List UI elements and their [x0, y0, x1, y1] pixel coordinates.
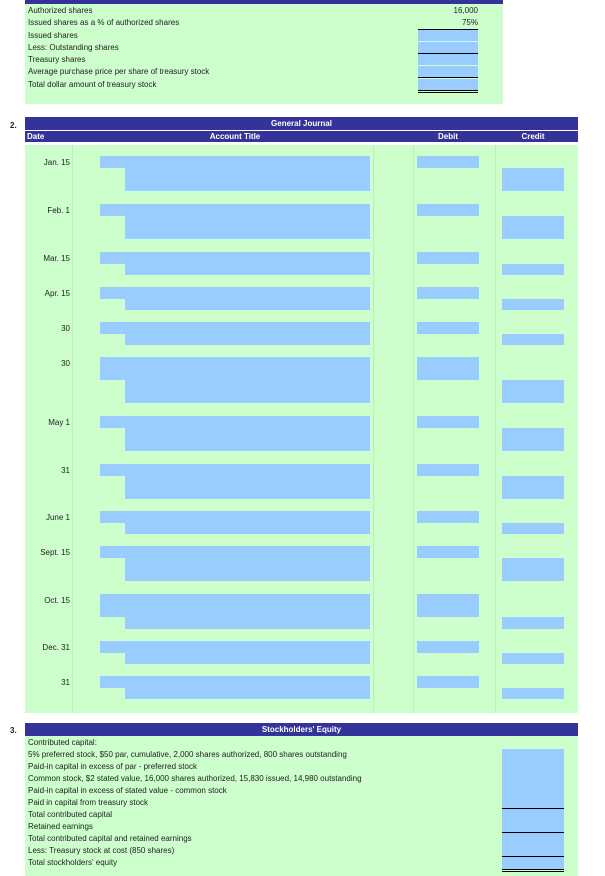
account-input[interactable] — [100, 546, 370, 558]
equity-row-label: Paid-in capital in excess of par - preferred stock — [28, 762, 197, 771]
header-credit: Credit — [521, 132, 545, 141]
s1-rule-3 — [418, 77, 478, 78]
debit-input[interactable] — [417, 204, 479, 216]
debit-input[interactable] — [417, 606, 479, 617]
account-input[interactable] — [125, 476, 370, 487]
account-input[interactable] — [125, 653, 370, 664]
debit-input[interactable] — [417, 369, 479, 380]
equity-row-label: Total contributed capital and retained earnings — [28, 834, 192, 843]
s1-label-5: Average purchase price per share of treasury stock — [28, 67, 210, 76]
equity-rule — [502, 869, 564, 870]
entry-date: Mar. 15 — [43, 254, 70, 263]
s1-input-avg-price[interactable] — [418, 66, 478, 77]
equity-amount-input[interactable] — [502, 833, 564, 845]
account-input[interactable] — [100, 156, 370, 168]
s1-input-outstanding[interactable] — [418, 42, 478, 53]
credit-input[interactable] — [502, 558, 564, 569]
s1-rule-2 — [418, 53, 478, 54]
equity-row-label: Paid in capital from treasury stock — [28, 798, 149, 807]
entry-date: Apr. 15 — [44, 289, 70, 298]
equity-title — [25, 723, 578, 736]
s1-rule-5 — [418, 92, 478, 93]
equity-amount-input[interactable] — [502, 857, 564, 869]
account-input[interactable] — [100, 416, 370, 428]
credit-input[interactable] — [502, 653, 564, 664]
s1-value-1: 75% — [461, 18, 478, 27]
account-input[interactable] — [125, 334, 370, 345]
entry-date: 31 — [61, 466, 70, 475]
account-input[interactable] — [100, 322, 370, 334]
account-input[interactable] — [125, 179, 370, 191]
s1-label-4: Treasury shares — [28, 55, 86, 64]
debit-input[interactable] — [417, 594, 479, 606]
s1-rule-1 — [418, 29, 478, 30]
credit-input[interactable] — [502, 439, 564, 451]
journal-header-row — [25, 131, 578, 142]
account-input[interactable] — [125, 569, 370, 581]
equity-panel — [25, 723, 578, 876]
s1-label-2: Issued shares — [28, 31, 78, 40]
s1-label-0: Authorized shares — [28, 6, 93, 15]
journal-title-text: General Journal — [271, 119, 332, 128]
account-input[interactable] — [100, 204, 370, 216]
equity-body — [25, 736, 578, 876]
equity-row-label: Contributed capital: — [28, 738, 97, 747]
account-input[interactable] — [100, 641, 370, 653]
section2-number: 2. — [10, 121, 17, 130]
account-input[interactable] — [100, 676, 370, 688]
equity-row-label: Total contributed capital — [28, 810, 113, 819]
entry-date: 30 — [61, 359, 70, 368]
account-input[interactable] — [125, 299, 370, 310]
equity-row-label: Retained earnings — [28, 822, 93, 831]
account-input[interactable] — [100, 287, 370, 299]
equity-row-label: Total stockholders' equity — [28, 858, 118, 867]
header-debit: Debit — [438, 132, 458, 141]
account-input[interactable] — [125, 227, 370, 239]
account-input[interactable] — [125, 392, 370, 403]
credit-input[interactable] — [502, 392, 564, 403]
equity-row-label: 5% preferred stock, $50 par, cumulative, 2,000 shares authorized, 800 shares outstanding — [28, 750, 347, 759]
credit-input[interactable] — [502, 569, 564, 581]
debit-input[interactable] — [417, 357, 479, 369]
journal-body — [25, 145, 578, 713]
account-input[interactable] — [100, 606, 370, 617]
section3-number: 3. — [10, 726, 17, 735]
entry-date: 30 — [61, 324, 70, 333]
s1-value-0: 16,000 — [453, 6, 478, 15]
credit-input[interactable] — [502, 476, 564, 487]
entry-date: Jan. 15 — [43, 158, 70, 167]
account-input[interactable] — [125, 523, 370, 534]
credit-input[interactable] — [502, 216, 564, 227]
account-input[interactable] — [100, 369, 370, 380]
account-input[interactable] — [100, 357, 370, 369]
account-input[interactable] — [100, 252, 370, 264]
credit-input[interactable] — [502, 688, 564, 699]
entry-date: May 1 — [48, 418, 70, 427]
s1-rule-4 — [418, 90, 478, 91]
account-input[interactable] — [125, 487, 370, 499]
equity-amount-input[interactable] — [502, 809, 564, 821]
equity-row-label: Less: Treasury stock at cost (850 shares) — [28, 846, 175, 855]
s1-input-total-treasury[interactable] — [418, 79, 478, 90]
equity-title-text: Stockholders' Equity — [261, 725, 342, 734]
account-input[interactable] — [100, 464, 370, 476]
equity-rule — [502, 856, 564, 857]
equity-rule — [502, 871, 564, 872]
account-input[interactable] — [100, 511, 370, 523]
credit-input[interactable] — [502, 523, 564, 534]
s1-label-3: Less: Outstanding shares — [28, 43, 119, 52]
header-date: Date — [27, 132, 45, 141]
equity-rule — [502, 832, 564, 833]
account-input[interactable] — [125, 216, 370, 227]
header-account-title: Account Title — [209, 132, 261, 141]
equity-row-label: Common stock, $2 stated value, 16,000 shares authorized, 15,830 issued, 14,980 outstanding — [28, 774, 362, 783]
credit-input[interactable] — [502, 334, 564, 345]
entry-date: June 1 — [45, 513, 70, 522]
equity-row-label: Paid-in capital in excess of stated value - common stock — [28, 786, 227, 795]
s1-input-treasury-shares[interactable] — [418, 54, 478, 65]
s1-input-issued[interactable] — [418, 30, 478, 41]
account-input[interactable] — [125, 428, 370, 439]
debit-input[interactable] — [417, 676, 479, 688]
account-input[interactable] — [125, 168, 370, 179]
credit-input[interactable] — [502, 299, 564, 310]
account-input[interactable] — [125, 380, 370, 392]
debit-input[interactable] — [417, 252, 479, 264]
equity-rule — [502, 808, 564, 809]
credit-input[interactable] — [502, 227, 564, 239]
credit-input[interactable] — [502, 264, 564, 275]
s1-label-6: Total dollar amount of treasury stock — [28, 80, 157, 89]
entry-date: Feb. 1 — [47, 206, 70, 215]
entry-date: 31 — [61, 678, 70, 687]
debit-input[interactable] — [417, 641, 479, 653]
debit-input[interactable] — [417, 322, 479, 334]
credit-input[interactable] — [502, 168, 564, 179]
debit-input[interactable] — [417, 416, 479, 428]
s1-label-1: Issued shares as a % of authorized shares — [28, 18, 180, 27]
journal-title — [25, 117, 578, 130]
equity-amount-input[interactable] — [502, 785, 564, 797]
equity-amount-input[interactable] — [502, 773, 564, 785]
credit-input[interactable] — [502, 617, 564, 629]
credit-input[interactable] — [502, 487, 564, 499]
equity-amount-input[interactable] — [502, 749, 564, 761]
entry-date: Oct. 15 — [44, 596, 70, 605]
entry-date: Dec. 31 — [42, 643, 70, 652]
debit-input[interactable] — [417, 287, 479, 299]
credit-input[interactable] — [502, 380, 564, 392]
equity-amount-input[interactable] — [502, 761, 564, 773]
debit-input[interactable] — [417, 511, 479, 523]
account-input[interactable] — [125, 558, 370, 569]
credit-input[interactable] — [502, 428, 564, 439]
account-input[interactable] — [125, 439, 370, 451]
credit-input[interactable] — [502, 179, 564, 191]
debit-input[interactable] — [417, 546, 479, 558]
account-input[interactable] — [125, 617, 370, 629]
journal-panel — [25, 117, 578, 713]
section1-panel — [25, 0, 503, 104]
account-input[interactable] — [100, 594, 370, 606]
debit-input[interactable] — [417, 464, 479, 476]
account-input[interactable] — [125, 264, 370, 275]
account-input[interactable] — [125, 688, 370, 699]
debit-input[interactable] — [417, 156, 479, 168]
entry-date: Sept. 15 — [40, 548, 70, 557]
